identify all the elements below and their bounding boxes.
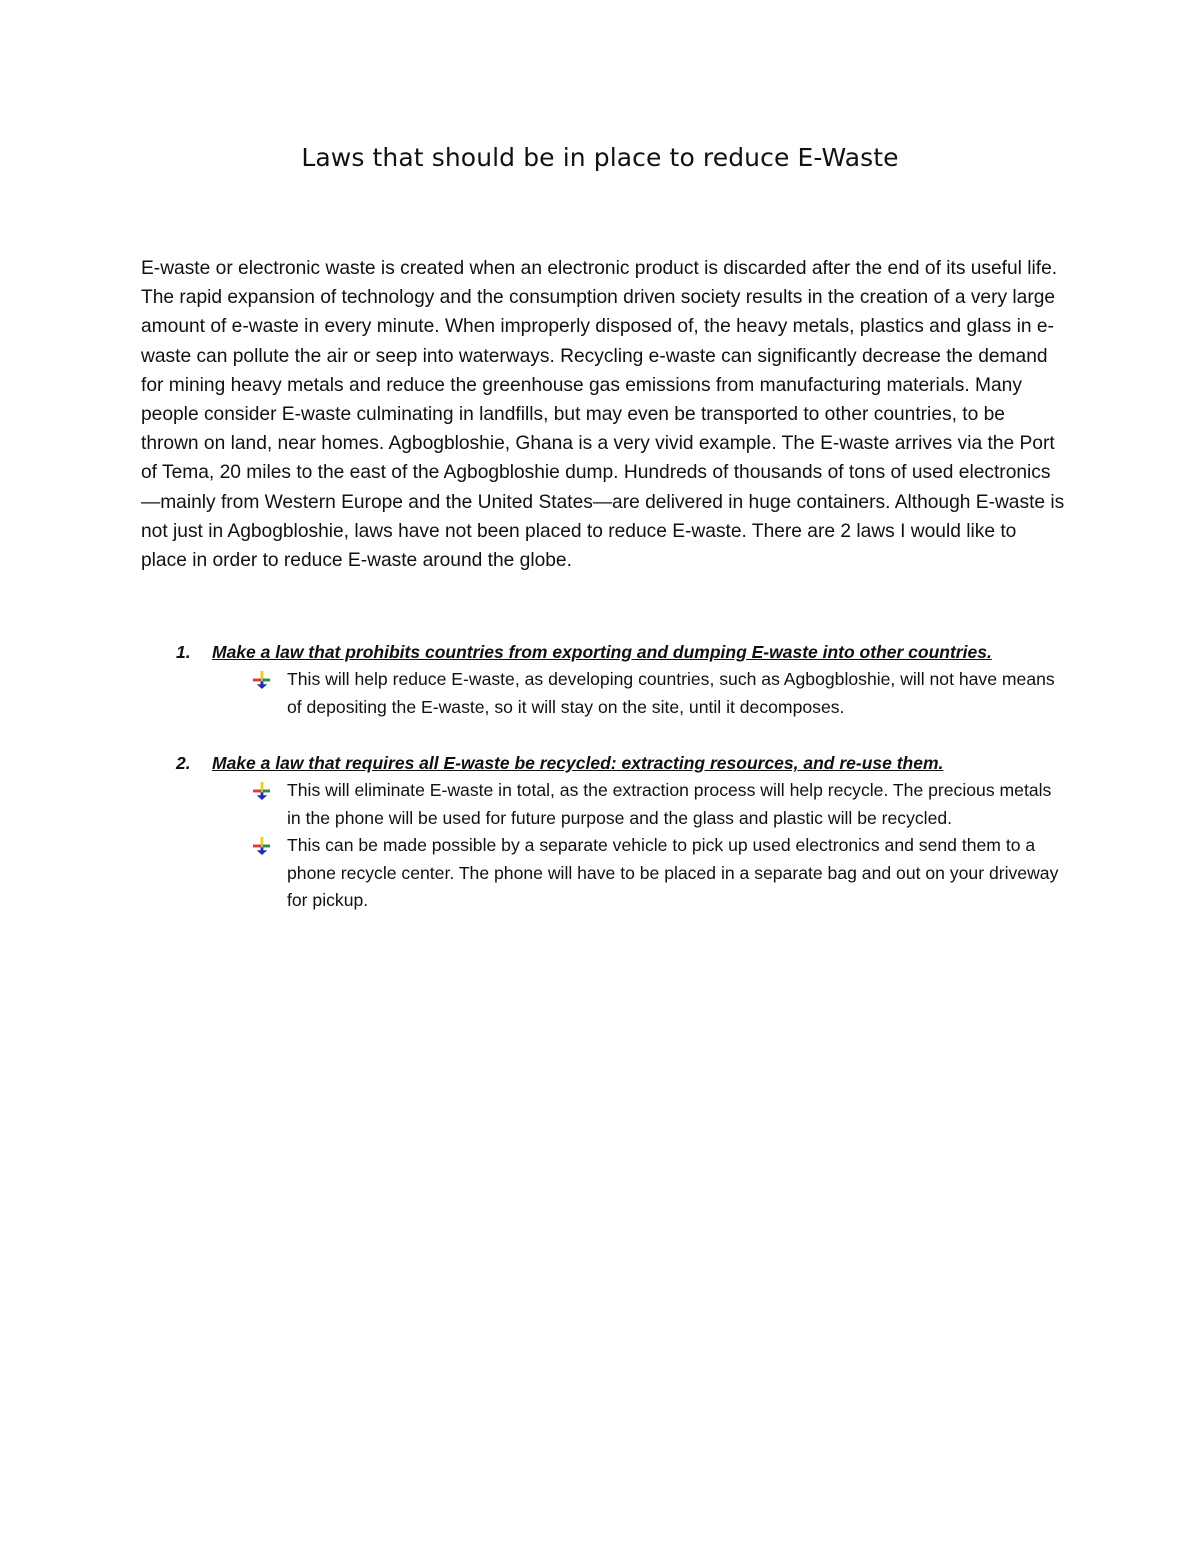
law-bullet (0, 777, 1067, 832)
law-bullet (0, 832, 1067, 915)
law-bullet-text: This will eliminate E-waste in total, as the extraction process will help recycle. The precious metals in the phone will be used for future purpose and the glass and plastic will be recycled. (287, 780, 1052, 828)
four-color-arrow-bullet-icon (252, 781, 271, 800)
law-heading (0, 639, 1200, 666)
law-number: 2. (176, 753, 191, 773)
document-title: Laws that should be in place to reduce E-Waste (301, 143, 899, 172)
law-number: 1. (176, 642, 191, 662)
law-title: Make a law that requires all E-waste be recycled: extracting resources, and re-use them. (212, 753, 944, 773)
law-bullet-text: This will help reduce E-waste, as developing countries, such as Agbogbloshie, will not have means of depositing the E-waste, so it will stay on the site, until it decomposes. (287, 669, 1055, 717)
intro-paragraph: E-waste or electronic waste is created when an electronic product is discarded after the end of its useful life. The rapid expansion of technology and the consumption driven society results in the creation of a very large amount of e-waste in every minute. When improperly disposed of, the heavy metals, plastics and glass in e-waste can pollute the air or seep into waterways. Recycling e-waste can significantly decrease the demand for mining heavy metals and reduce the greenhouse gas emissions from manufacturing materials. Many people consider E-waste culminating in landfills, but may even be transported to other countries, to be thrown on land, near homes. Agbogbloshie, Ghana is a very vivid example. The E-waste arrives via the Port of Tema, 20 miles to the east of the Agbogbloshie dump. Hundreds of thousands of tons of used electronics—mainly from Western Europe and the United States—are delivered in huge containers. Although E-waste is not just in Agbogbloshie, laws have not been placed to reduce E-waste. There are 2 laws I would like to place in order to reduce E-waste around the globe. (141, 258, 1065, 572)
law-bullet-list (0, 777, 1200, 915)
four-color-arrow-bullet-icon (252, 836, 271, 855)
law-bullet-text: This can be made possible by a separate vehicle to pick up used electronics and send them to a phone recycle center. The phone will have to be placed in a separate bag and out on your driveway for pickup. (287, 835, 1059, 910)
law-bullet-list (0, 666, 1200, 721)
four-color-arrow-bullet-icon (252, 670, 271, 689)
law-heading (0, 750, 1200, 777)
law-item-2 (0, 750, 1200, 915)
law-bullet (0, 666, 1067, 721)
law-title: Make a law that prohibits countries from exporting and dumping E-waste into other countries. (212, 642, 992, 662)
law-item-1 (0, 639, 1200, 721)
